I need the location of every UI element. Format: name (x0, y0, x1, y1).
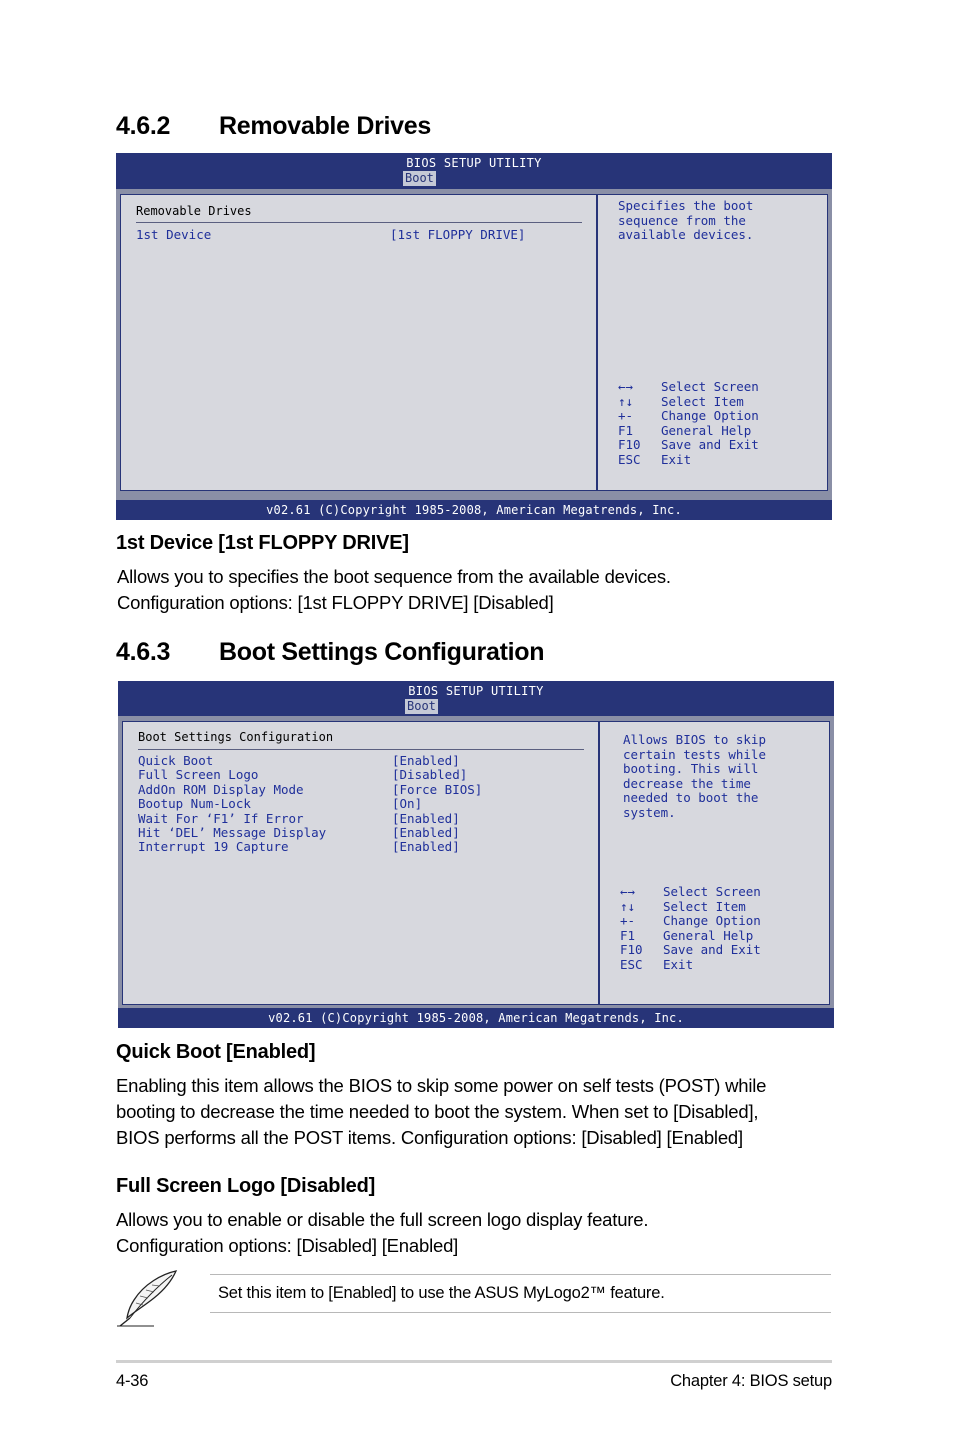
bios-frame (116, 189, 832, 500)
bios-item-label[interactable]: 1st Device (136, 227, 212, 242)
subheading-full-screen-logo: Full Screen Logo [Disabled] (116, 1175, 376, 1197)
bios-key-legend (620, 885, 761, 972)
bios-key-description: Select Item (663, 898, 746, 914)
subheading-quick-boot: Quick Boot [Enabled] (116, 1041, 316, 1063)
paragraph-1st-device-line2: Configuration options: [1st FLOPPY DRIVE] [Disabled] (117, 592, 554, 613)
bios-key-row (618, 409, 759, 424)
paragraph-quick-boot-line2: booting to decrease the time needed to boot the system. When set to [Disabled], (116, 1101, 759, 1122)
bios-key-description: Save and Exit (663, 942, 761, 957)
section-heading-4-6-2 (116, 112, 431, 141)
note-bottom-rule (210, 1312, 831, 1313)
bios-key-row (618, 453, 759, 468)
bios-item-value[interactable]: [Enabled] (392, 810, 460, 826)
bios-key: ←→ (618, 379, 634, 394)
bios-panel-divider (136, 222, 582, 223)
note-text: Set this item to [Enabled] to use the ASUS MyLogo2™ feature. (218, 1284, 665, 1302)
note-top-rule (210, 1274, 831, 1275)
bios-help-text: Allows BIOS to skip certain tests while booting. This will decrease the time needed to boot the system. (623, 732, 766, 820)
bios-key-description: General Help (661, 422, 752, 438)
bios-key-row (618, 380, 759, 395)
bios-item-value[interactable]: [Force BIOS] (392, 781, 483, 797)
bios-tab-boot[interactable]: Boot (407, 699, 436, 713)
section-heading-4-6-3 (116, 638, 544, 667)
bios-help-text: Specifies the boot sequence from the available devices. (618, 198, 754, 242)
bios-panel-title: Removable Drives (136, 204, 252, 218)
bios-key: ↑↓ (620, 898, 636, 914)
bios-key-description: General Help (663, 927, 754, 943)
bios-key-description: Change Option (663, 913, 761, 928)
bios-item-label[interactable]: Quick Boot (138, 753, 214, 768)
bios-settings-panel (120, 194, 597, 491)
bios-screen-boot-settings (118, 681, 834, 1029)
bios-item-value[interactable]: [Enabled] (392, 825, 460, 840)
bios-key-description: Change Option (661, 408, 759, 423)
bios-panel-divider (138, 749, 584, 750)
bios-item-value[interactable]: [Enabled] (392, 753, 460, 768)
bios-item-value[interactable]: [On] (392, 796, 423, 812)
bios-tab-boot[interactable]: Boot (405, 171, 434, 185)
paragraph-full-screen-logo-line1: Allows you to enable or disable the full screen logo display feature. (116, 1209, 649, 1230)
bios-key-row (620, 914, 761, 929)
bios-key: F1 (620, 927, 636, 943)
bios-item-label[interactable]: Full Screen Logo (138, 767, 259, 783)
section-title: Removable Drives (219, 112, 431, 140)
bios-title-bar (116, 153, 832, 189)
bios-key-row (618, 395, 759, 410)
bios-key-description: Exit (663, 956, 694, 972)
footer-rule (116, 1360, 832, 1363)
bios-key: +- (620, 913, 636, 928)
bios-key: ←→ (620, 884, 636, 899)
section-number: 4.6.3 (116, 638, 171, 666)
paragraph-full-screen-logo-line2: Configuration options: [Disabled] [Enabled] (116, 1235, 459, 1256)
bios-key-row (618, 424, 759, 439)
bios-frame (118, 716, 834, 1008)
note-feather-icon (114, 1268, 180, 1328)
bios-key: F1 (618, 422, 634, 438)
bios-key-row (618, 438, 759, 453)
bios-key-row (620, 885, 761, 900)
footer-page-number: 4-36 (116, 1372, 149, 1390)
bios-item-label[interactable]: Bootup Num-Lock (138, 796, 251, 812)
bios-key: F10 (618, 437, 641, 452)
bios-utility-title: BIOS SETUP UTILITY (406, 156, 542, 170)
bios-key-row (620, 900, 761, 915)
bios-item-label[interactable]: Hit ‘DEL’ Message Display (138, 825, 327, 840)
section-title: Boot Settings Configuration (219, 638, 545, 666)
bios-key: +- (618, 408, 634, 423)
paragraph-1st-device-line1: Allows you to specifies the boot sequence from the available devices. (117, 566, 671, 587)
bios-key: ESC (618, 451, 641, 467)
paragraph-quick-boot-line3: BIOS performs all the POST items. Configuration options: [Disabled] [Enabled] (116, 1127, 743, 1148)
bios-item-value[interactable]: [1st FLOPPY DRIVE] (390, 227, 526, 242)
bios-key-row (620, 943, 761, 958)
bios-key: ESC (620, 956, 643, 972)
bios-item-label[interactable]: Interrupt 19 Capture (138, 839, 289, 855)
bios-key-legend (618, 380, 759, 467)
bios-key-description: Select Screen (663, 884, 761, 899)
bios-item-label[interactable]: Wait For ‘F1’ If Error (138, 810, 304, 826)
paragraph-quick-boot-line1: Enabling this item allows the BIOS to skip some power on self tests (POST) while (116, 1075, 767, 1096)
bios-key: ↑↓ (618, 393, 634, 409)
bios-copyright-bar: v02.61 (C)Copyright 1985-2008, American Megatrends, Inc. (118, 1008, 834, 1028)
bios-utility-title: BIOS SETUP UTILITY (408, 684, 544, 698)
subheading-1st-device: 1st Device [1st FLOPPY DRIVE] (116, 532, 409, 554)
bios-settings-panel (122, 721, 599, 1005)
bios-key-description: Select Screen (661, 379, 759, 394)
bios-key-row (620, 958, 761, 973)
bios-key: F10 (620, 942, 643, 957)
section-number: 4.6.2 (116, 112, 171, 140)
bios-screen-removable-drives (116, 153, 832, 520)
bios-item-value[interactable]: [Enabled] (392, 839, 460, 855)
bios-copyright-bar: v02.61 (C)Copyright 1985-2008, American Megatrends, Inc. (116, 500, 832, 520)
bios-help-panel (597, 194, 828, 491)
bios-key-description: Save and Exit (661, 437, 759, 452)
bios-panel-title: Boot Settings Configuration (138, 730, 334, 744)
bios-title-bar (118, 681, 834, 716)
bios-key-row (620, 929, 761, 944)
bios-item-value[interactable]: [Disabled] (392, 767, 468, 783)
bios-key-description: Select Item (661, 393, 744, 409)
bios-item-label[interactable]: AddOn ROM Display Mode (138, 781, 304, 797)
bios-help-panel (599, 721, 830, 1005)
footer-chapter: Chapter 4: BIOS setup (670, 1372, 832, 1390)
bios-key-description: Exit (661, 451, 692, 467)
